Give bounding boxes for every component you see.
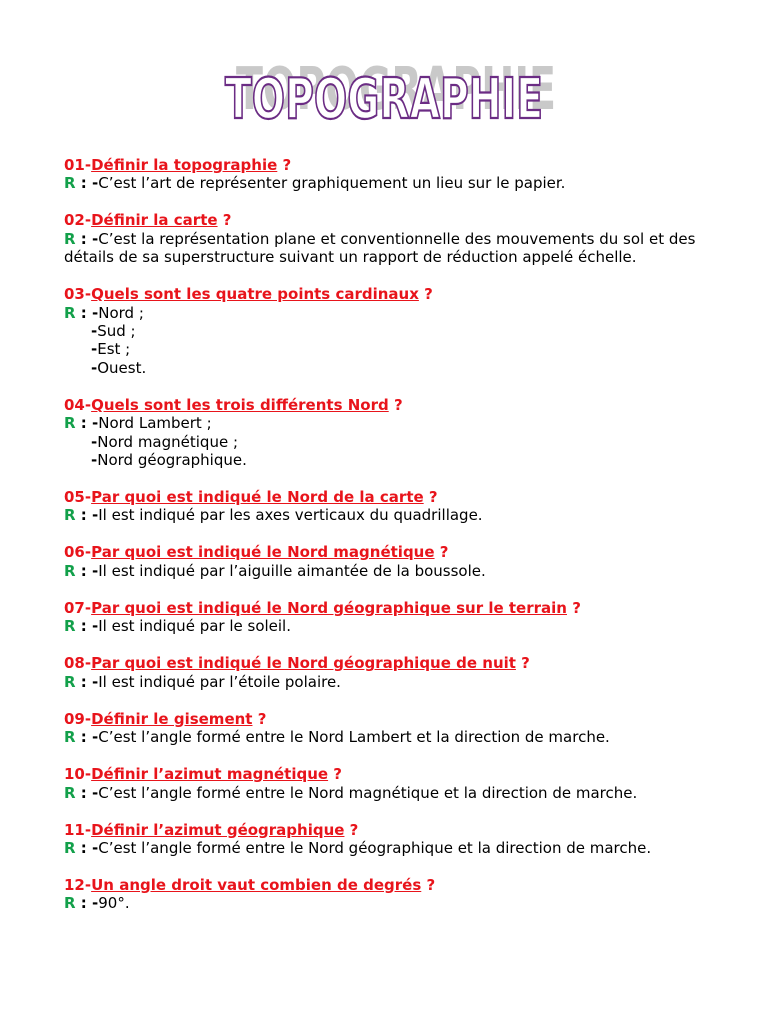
- question-number: 01-: [64, 156, 92, 174]
- question-line: [64, 488, 744, 506]
- answer-line: [64, 784, 744, 802]
- question-number: 07-: [64, 598, 92, 617]
- answer-separator: :: [75, 414, 93, 433]
- answer-text: 90°.: [98, 894, 130, 913]
- question-block: [64, 156, 744, 193]
- answer: [64, 784, 744, 802]
- answer: [64, 673, 744, 691]
- answer-text: Nord ;: [98, 303, 144, 322]
- answer-marker: R: [64, 617, 76, 636]
- answer-text: Il est indiqué par le soleil.: [98, 617, 291, 636]
- title-shadow: TOPOGRAPHIE: [235, 54, 556, 124]
- answer-dash: -: [92, 672, 99, 691]
- question-mark: ?: [418, 285, 433, 304]
- question-mark: ?: [566, 598, 581, 617]
- answer-dash: -: [92, 229, 99, 248]
- question-list: [64, 156, 744, 931]
- question-text: Définir l’azimut magnétique: [91, 765, 329, 784]
- answer-text: C’est l’angle formé entre le Nord magnétique et la direction de marche.: [98, 783, 638, 802]
- answer-line: [64, 174, 744, 192]
- answer: [64, 304, 744, 378]
- answer-marker: R: [64, 414, 76, 433]
- question-mark: ?: [217, 211, 232, 230]
- question-line: [64, 765, 744, 783]
- question-text: Par quoi est indiqué le Nord magnétique: [91, 543, 435, 562]
- answer-dash: -: [91, 322, 98, 341]
- question-number: 06-: [64, 543, 92, 562]
- title-main: TOPOGRAPHIE: [225, 67, 543, 132]
- answer: [64, 839, 744, 857]
- answer-separator: :: [75, 894, 93, 913]
- answer-separator: :: [75, 303, 93, 322]
- answer-list-text: Ouest.: [97, 358, 147, 377]
- answer-line: [64, 728, 744, 746]
- answer-text: C’est la représentation plane et conventionnelle des mouvements du sol et des détails de sa superstructure suivant un rapport de réduction appelé échelle.: [64, 229, 696, 267]
- answer: [64, 562, 744, 580]
- answer-text: Il est indiqué par l’aiguille aimantée de la boussole.: [98, 561, 486, 580]
- answer-dash: -: [92, 174, 99, 193]
- question-mark: ?: [515, 654, 530, 673]
- answer-separator: :: [75, 728, 93, 747]
- question-text: Par quoi est indiqué le Nord de la carte: [91, 488, 424, 507]
- question-text: Quels sont les trois différents Nord: [91, 395, 389, 414]
- answer-line: [64, 562, 744, 580]
- answer: [64, 230, 744, 267]
- answer-text: C’est l’angle formé entre le Nord Lambert et la direction de marche.: [98, 728, 610, 747]
- answer-dash: -: [92, 617, 99, 636]
- question-line: [64, 156, 744, 174]
- answer-list-item: [64, 359, 744, 377]
- question-block: [64, 285, 744, 377]
- question-line: [64, 821, 744, 839]
- answer-line: [64, 230, 744, 267]
- answer-dash: -: [92, 561, 99, 580]
- answer-line: [64, 894, 744, 912]
- answer-marker: R: [64, 174, 76, 193]
- question-block: [64, 765, 744, 802]
- question-line: [64, 599, 744, 617]
- question-block: [64, 488, 744, 525]
- question-text: Définir la carte: [91, 211, 218, 230]
- answer-dash: -: [92, 783, 99, 802]
- answer-marker: R: [64, 894, 76, 913]
- answer: [64, 894, 744, 912]
- answer-line: [64, 304, 744, 322]
- answer: [64, 174, 744, 192]
- answer-dash: -: [91, 340, 98, 359]
- question-line: [64, 710, 744, 728]
- answer: [64, 728, 744, 746]
- question-line: [64, 543, 744, 561]
- question-text: Un angle droit vaut combien de degrés: [91, 875, 422, 894]
- question-number: 10-: [64, 765, 92, 784]
- question-text: Définir l’azimut géographique: [91, 820, 345, 839]
- question-number: 08-: [64, 654, 92, 673]
- answer-dash: -: [91, 432, 98, 451]
- answer-marker: R: [64, 783, 76, 802]
- answer-dash: -: [92, 414, 99, 433]
- question-number: 12-: [64, 875, 92, 894]
- question-mark: ?: [344, 820, 359, 839]
- answer-separator: :: [75, 617, 93, 636]
- question-number: 02-: [64, 211, 92, 230]
- answer-marker: R: [64, 672, 76, 691]
- question-text: Définir le gisement: [91, 709, 253, 728]
- question-number: 09-: [64, 709, 92, 728]
- answer-list-item: [64, 451, 744, 469]
- answer-separator: :: [75, 561, 93, 580]
- answer-line: [64, 839, 744, 857]
- page-title: [0, 52, 768, 132]
- question-block: [64, 876, 744, 913]
- question-text: Définir la topographie: [91, 156, 278, 174]
- question-block: [64, 543, 744, 580]
- question-line: [64, 211, 744, 229]
- answer-list-item: [64, 322, 744, 340]
- answer-separator: :: [75, 174, 93, 193]
- answer-dash: -: [92, 838, 99, 857]
- question-block: [64, 599, 744, 636]
- answer-marker: R: [64, 561, 76, 580]
- question-block: [64, 654, 744, 691]
- answer-marker: R: [64, 506, 76, 525]
- answer-dash: -: [92, 728, 99, 747]
- wordart-title: [174, 52, 594, 132]
- question-line: [64, 654, 744, 672]
- answer-line: [64, 617, 744, 635]
- answer-text: C’est l’angle formé entre le Nord géographique et la direction de marche.: [98, 838, 652, 857]
- answer: [64, 617, 744, 635]
- question-mark: ?: [421, 875, 436, 894]
- question-number: 04-: [64, 395, 92, 414]
- question-mark: ?: [423, 488, 438, 507]
- answer-list-text: Est ;: [97, 340, 131, 359]
- question-mark: ?: [388, 395, 403, 414]
- answer-list-item: [64, 340, 744, 358]
- question-text: Par quoi est indiqué le Nord géographique sur le terrain: [91, 598, 567, 617]
- question-block: [64, 710, 744, 747]
- question-number: 05-: [64, 488, 92, 507]
- answer-separator: :: [75, 229, 93, 248]
- question-number: 03-: [64, 285, 92, 304]
- answer-dash: -: [91, 358, 98, 377]
- question-mark: ?: [277, 156, 292, 174]
- answer-list-text: Sud ;: [97, 322, 136, 341]
- answer-marker: R: [64, 229, 76, 248]
- question-mark: ?: [434, 543, 449, 562]
- question-line: [64, 396, 744, 414]
- question-text: Quels sont les quatre points cardinaux: [91, 285, 419, 304]
- answer: [64, 506, 744, 524]
- question-block: [64, 396, 744, 470]
- question-line: [64, 876, 744, 894]
- answer-text: C’est l’art de représenter graphiquement un lieu sur le papier.: [98, 174, 566, 193]
- question-text: Par quoi est indiqué le Nord géographique de nuit: [91, 654, 516, 673]
- answer-line: [64, 673, 744, 691]
- answer-text: Nord Lambert ;: [98, 414, 212, 433]
- question-number: 11-: [64, 820, 92, 839]
- answer-separator: :: [75, 506, 93, 525]
- question-line: [64, 285, 744, 303]
- answer-dash: -: [92, 506, 99, 525]
- answer-separator: :: [75, 783, 93, 802]
- answer-dash: -: [91, 451, 98, 470]
- question-mark: ?: [328, 765, 343, 784]
- answer-dash: -: [92, 894, 99, 913]
- answer-list-text: Nord géographique.: [97, 451, 247, 470]
- question-block: [64, 821, 744, 858]
- answer-text: Il est indiqué par les axes verticaux du quadrillage.: [98, 506, 483, 525]
- answer-separator: :: [75, 838, 93, 857]
- answer-list-text: Nord magnétique ;: [97, 432, 239, 451]
- answer-separator: :: [75, 672, 93, 691]
- answer-marker: R: [64, 728, 76, 747]
- answer-marker: R: [64, 303, 76, 322]
- question-mark: ?: [252, 709, 267, 728]
- answer-text: Il est indiqué par l’étoile polaire.: [98, 672, 341, 691]
- answer-marker: R: [64, 838, 76, 857]
- answer-line: [64, 506, 744, 524]
- answer-dash: -: [92, 303, 99, 322]
- answer: [64, 414, 744, 469]
- question-block: [64, 211, 744, 266]
- answer-line: [64, 414, 744, 432]
- answer-list-item: [64, 433, 744, 451]
